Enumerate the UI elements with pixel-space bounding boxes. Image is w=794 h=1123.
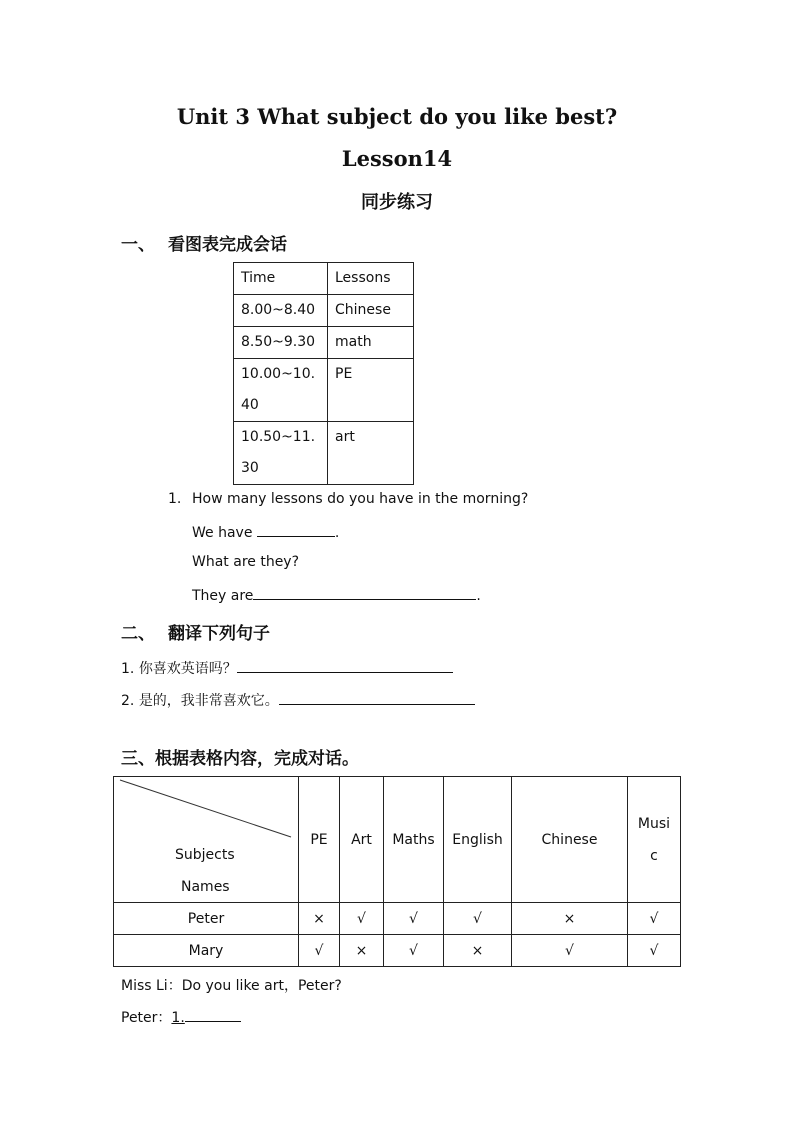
header-cell-lessons: Lessons (328, 263, 414, 295)
lesson-cell: Chinese (328, 295, 414, 327)
subject-part: c (650, 847, 658, 864)
item-text: 是的，我非常喜欢它。 (138, 693, 279, 709)
page-subtitle: 同步练习 (361, 192, 433, 213)
subjects-table (113, 776, 681, 967)
mark-cell: √ (299, 935, 340, 967)
header-cell-time: Time (234, 263, 328, 295)
table-row (234, 422, 414, 485)
section3-title: 三、根据表格内容，完成对话。 (121, 749, 359, 769)
table-row (234, 295, 414, 327)
mark-cell: √ (340, 903, 384, 935)
mark-cell: × (444, 935, 512, 967)
corner-cell (114, 777, 299, 903)
table-row (234, 359, 414, 422)
dialog-line-1: Miss Li：Do you like art，Peter? (121, 978, 342, 994)
translate-item-1 (121, 658, 453, 678)
answer-suffix: . (334, 525, 340, 541)
blank-number: 1. (171, 1010, 185, 1026)
name-cell: Mary (114, 935, 299, 967)
item-text: 你喜欢英语吗？ (138, 661, 237, 677)
section1-title: 看图表完成会话 (168, 235, 287, 255)
item-number: 2. (121, 693, 135, 709)
subject-header: Chinese (512, 777, 628, 903)
time-cell: 8.00~8.40 (234, 295, 328, 327)
mark-cell: × (512, 903, 628, 935)
time-part: 40 (241, 397, 259, 413)
answer-suffix: . (476, 588, 481, 604)
time-cell (234, 359, 328, 422)
corner-label-subjects: Subjects (175, 847, 235, 863)
question-number: 1. (168, 491, 182, 507)
item-number: 1. (121, 661, 135, 677)
answer-line-3 (192, 585, 481, 604)
answer-prefix: They are (192, 588, 254, 604)
answer-blank[interactable] (279, 690, 475, 705)
lesson-title: Lesson14 (341, 146, 453, 171)
section1-number: 一、 (121, 235, 155, 255)
time-cell: 8.50~9.30 (234, 327, 328, 359)
time-cell (234, 422, 328, 485)
answer-line-1 (192, 522, 339, 541)
answer-prefix: We have (192, 525, 253, 541)
dialog-line-2 (121, 1007, 241, 1027)
table-header-row (234, 263, 414, 295)
time-part: 30 (241, 460, 259, 476)
answer-blank[interactable] (185, 1007, 241, 1022)
lesson-cell: PE (328, 359, 414, 422)
question-text: How many lessons do you have in the morning? (192, 491, 529, 507)
mark-cell: √ (628, 935, 681, 967)
corner-label-names: Names (181, 879, 230, 895)
answer-blank[interactable] (237, 658, 453, 673)
section2-number: 二、 (121, 624, 155, 644)
translate-item-2 (121, 690, 475, 710)
mark-cell: × (340, 935, 384, 967)
page-title: Unit 3 What subject do you like best? (176, 104, 618, 129)
schedule-table (233, 262, 414, 485)
mark-cell: √ (384, 935, 444, 967)
table-header-row (114, 777, 681, 903)
subject-header: PE (299, 777, 340, 903)
subject-header: English (444, 777, 512, 903)
name-cell: Peter (114, 903, 299, 935)
lesson-cell: art (328, 422, 414, 485)
mark-cell: √ (512, 935, 628, 967)
answer-blank[interactable] (257, 522, 335, 537)
mark-cell: √ (384, 903, 444, 935)
subject-part: Musi (637, 815, 671, 832)
mark-cell: × (299, 903, 340, 935)
answer-line-2: What are they? (192, 554, 300, 570)
subject-header (628, 777, 681, 903)
section2-title: 翻译下列句子 (168, 624, 270, 644)
speaker: Peter： (121, 1010, 172, 1026)
table-row (114, 935, 681, 967)
answer-blank[interactable] (253, 585, 476, 600)
table-row (114, 903, 681, 935)
mark-cell: √ (444, 903, 512, 935)
time-part: 10.00~10. (241, 366, 316, 382)
subject-header: Art (340, 777, 384, 903)
table-row (234, 327, 414, 359)
lesson-cell: math (328, 327, 414, 359)
mark-cell: √ (628, 903, 681, 935)
time-part: 10.50~11. (241, 429, 316, 445)
subject-header: Maths (384, 777, 444, 903)
